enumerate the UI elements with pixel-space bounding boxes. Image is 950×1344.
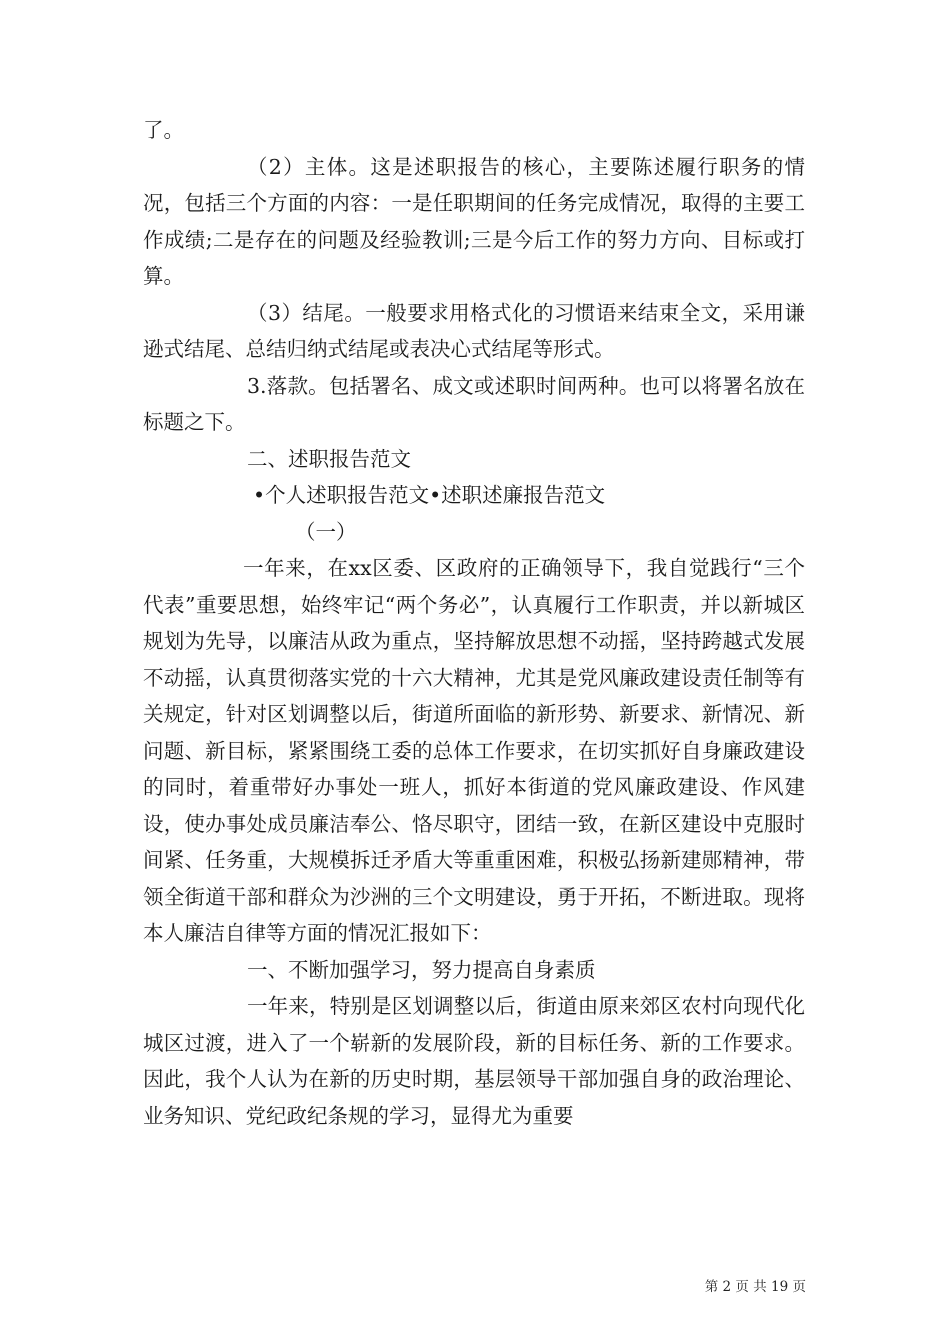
paragraph-study: 一年来，特别是区划调整以后，街道由原来郊区农村向现代化城区过渡，进入了一个崭新的发展阶段，新的目标任务、新的工作要求。因此，我个人认为在新的历史时期，基层领导干部加强自身的政治理论、业务知识、党纪政纪条规的学习，显得尤为重要 xyxy=(143,994,805,1128)
paragraph-signature: 3.落款。包括署名、成文或述职时间两种。也可以将署名放在标题之下。 xyxy=(143,373,805,434)
related-links: •个人述职报告范文•述职述廉报告范文 xyxy=(253,483,606,507)
page-number-footer: 第 2 页 共 19 页 xyxy=(704,1279,806,1295)
document-body xyxy=(143,112,805,1134)
subsection-number: （一） xyxy=(295,519,357,544)
paragraph-intro: 一年来，在xx区委、区政府的正确领导下，我自觉践行“三个代表”重要思想，始终牢记“两个务必”，认真履行工作职责，并以新城区规划为先导，以廉洁从政为重点，坚持解放思想不动摇，坚持跨越式发展不动摇，认真贯彻落实党的十六大精神，尤其是党风廉政建设责任制等有关规定，针对区划调整以后，街道所面临的新形势、新要求、新情况、新问题、新目标，紧紧围绕工委的总体工作要求，在切实抓好自身廉政建设的同时，着重带好办事处一班人，抓好本街道的党风廉政建设、作风建设，使办事处成员廉洁奉公、恪尽职守，团结一致，在新区建设中克服时间紧、任务重，大规模拆迁矛盾大等重重困难，积极弘扬新建郧精神，带领全街道干部和群众为沙洲的三个文明建设，勇于开拓，不断进取。现将本人廉洁自律等方面的情况汇报如下： xyxy=(143,556,805,945)
paragraph-ending-section: （3）结尾。一般要求用格式化的习惯语来结束全文，采用谦逊式结尾、总结归纳式结尾或表决心式结尾等形式。 xyxy=(143,300,805,361)
section-heading: 二、述职报告范文 xyxy=(247,446,411,471)
paragraph-body-section: （2）主体。这是述职报告的核心，主要陈述履行职务的情况，包括三个方面的内容：一是任职期间的任务完成情况，取得的主要工作成绩;二是存在的问题及经验教训;三是今后工作的努力方向、目标或打算。 xyxy=(143,154,805,288)
paragraph-continuation: 了。 xyxy=(143,118,184,142)
subsection-heading: 一、不断加强学习，努力提高自身素质 xyxy=(247,957,596,982)
